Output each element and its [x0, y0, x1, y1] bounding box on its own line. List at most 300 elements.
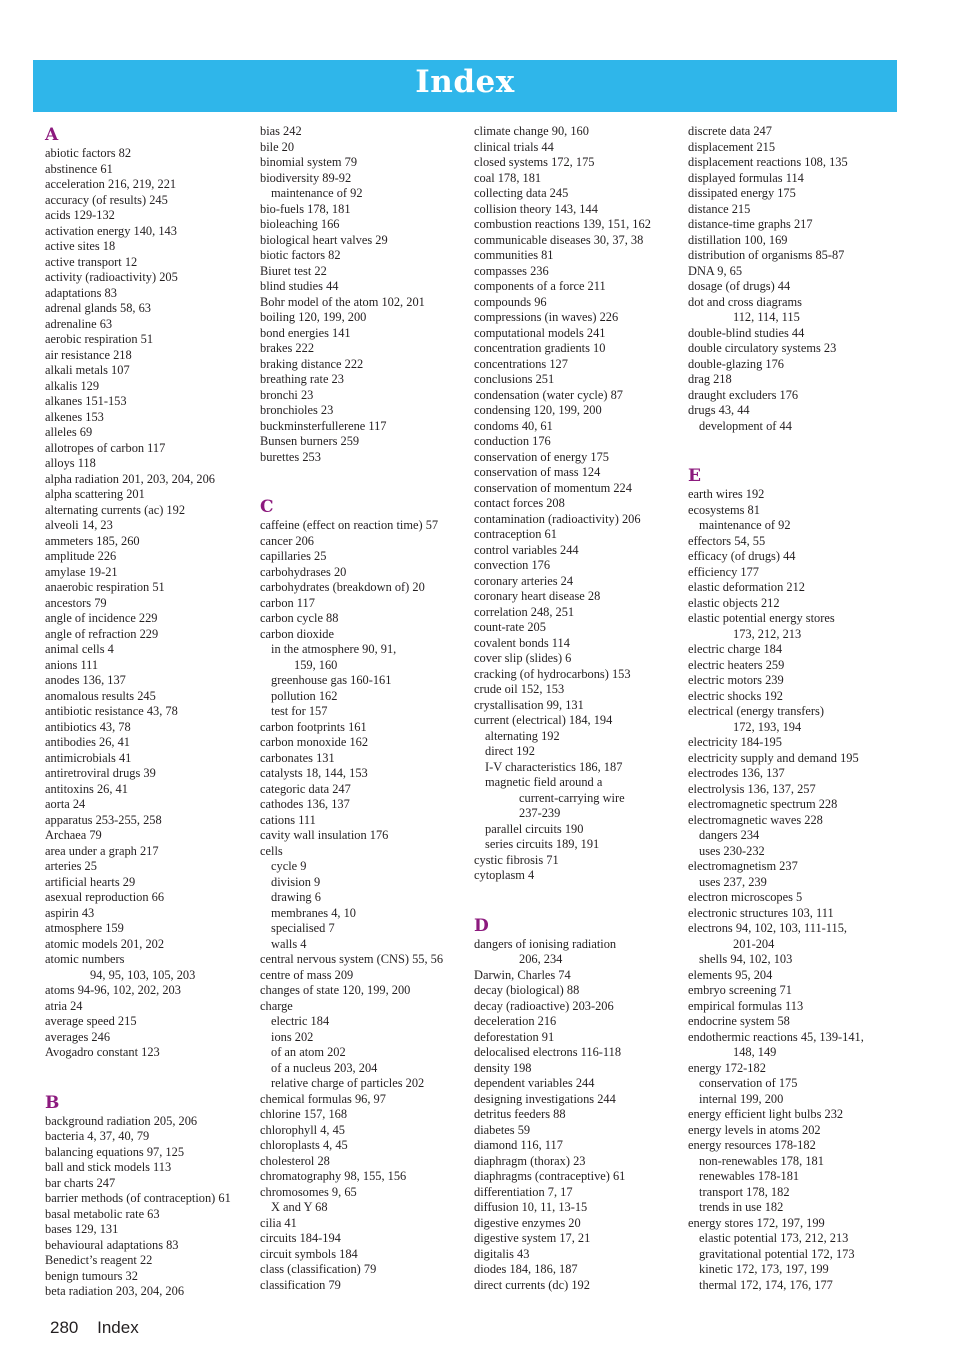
index-entry: classification 79 — [260, 1277, 341, 1292]
index-entry: categoric data 247 — [260, 781, 351, 796]
index-entry: diamond 116, 117 — [474, 1138, 563, 1152]
index-entry: electronic structures 103, 111 — [688, 905, 834, 920]
section-letter: A — [45, 125, 59, 145]
index-entry: carbonates 131 — [260, 750, 335, 765]
page-title: Index — [415, 64, 515, 100]
index-entry: balancing equations 97, 125 — [45, 1144, 185, 1159]
index-entry: elements 95, 204 — [688, 967, 773, 982]
index-entry: activation energy 140, 143 — [45, 223, 177, 238]
index-entry: biological heart valves 29 — [260, 232, 388, 247]
index-entry: asexual reproduction 66 — [45, 890, 165, 904]
index-entry: clinical trials 44 — [474, 139, 554, 154]
index-entry: elastic objects 212 — [688, 595, 780, 610]
index-entry: circuits 184-194 — [260, 1231, 341, 1245]
page-footer — [50, 1318, 153, 1338]
index-entry: double-blind studies 44 — [688, 325, 805, 340]
index-entry: distribution of organisms 85-87 — [688, 248, 845, 262]
index-entry: angle of refraction 229 — [45, 626, 159, 641]
index-entry: electromagnetism 237 — [688, 859, 798, 873]
index-subentry: development of 44 — [699, 418, 792, 433]
index-entry: energy levels in atoms 202 — [688, 1122, 821, 1137]
index-entry: biodiversity 89-92 — [260, 170, 352, 185]
index-entry: crystallisation 99, 131 — [474, 697, 584, 712]
index-column-1 — [45, 124, 253, 1300]
index-entry: bond energies 141 — [260, 325, 351, 340]
index-entry: endothermic reactions 45, 139-141, — [688, 1029, 864, 1044]
index-entry: communities 81 — [474, 248, 554, 262]
index-subentry: 173, 212, 213 — [733, 626, 802, 641]
index-entry: deceleration 216 — [474, 1014, 557, 1028]
index-entry: dot and cross diagrams — [688, 294, 802, 309]
index-entry: atoms 94-96, 102, 202, 203 — [45, 983, 181, 997]
index-entry: bar charts 247 — [45, 1175, 116, 1190]
section-letter: B — [45, 1092, 60, 1113]
index-subentry: walls 4 — [271, 936, 307, 951]
index-entry: anomalous results 245 — [45, 688, 156, 703]
index-subentry: gravitational potential 172, 173 — [699, 1246, 855, 1261]
index-subentry: 172, 193, 194 — [733, 719, 802, 734]
index-entry: artificial hearts 29 — [45, 874, 136, 889]
index-subentry: maintenance of 92 — [699, 518, 791, 532]
index-entry: draught excluders 176 — [688, 387, 799, 402]
index-entry: distance 215 — [688, 201, 751, 216]
index-entry: concentrations 127 — [474, 356, 568, 371]
index-entry: blind studies 44 — [260, 279, 339, 293]
index-entry: earth wires 192 — [688, 487, 765, 501]
index-subentry: relative charge of particles 202 — [271, 1076, 425, 1090]
index-subentry: alternating 192 — [485, 728, 560, 743]
index-entry: cytoplasm 4 — [474, 868, 535, 882]
index-subentry: of an atom 202 — [271, 1045, 346, 1059]
section-letter: D — [474, 915, 489, 936]
index-entry: Archaea 79 — [45, 828, 102, 842]
index-entry: average speed 215 — [45, 1014, 137, 1028]
index-entry: condoms 40, 61 — [474, 418, 553, 433]
index-entry: compounds 96 — [474, 294, 547, 309]
index-entry: braking distance 222 — [260, 356, 364, 371]
index-entry: chromatography 98, 155, 156 — [260, 1169, 407, 1183]
index-subentry: pollution 162 — [271, 688, 338, 703]
index-entry: distance-time graphs 217 — [688, 217, 813, 231]
index-entry: collision theory 143, 144 — [474, 201, 598, 216]
index-entry: Avogadro constant 123 — [45, 1045, 160, 1059]
index-entry: delocalised electrons 116-118 — [474, 1045, 622, 1059]
section-letter: E — [688, 466, 701, 486]
index-entry: electric charge 184 — [688, 642, 783, 656]
index-subentry: drawing 6 — [271, 890, 321, 904]
index-entry: cover slip (slides) 6 — [474, 651, 572, 665]
index-entry: background radiation 205, 206 — [45, 1113, 198, 1128]
index-subentry: of a nucleus 203, 204 — [271, 1060, 378, 1075]
index-entry: condensation (water cycle) 87 — [474, 387, 623, 402]
index-entry: angle of incidence 229 — [45, 611, 158, 625]
index-entry: chromosomes 9, 65 — [260, 1184, 357, 1199]
index-entry: communicable diseases 30, 37, 38 — [474, 232, 644, 247]
index-subentry: ions 202 — [271, 1029, 314, 1044]
index-subentry: conservation of 175 — [699, 1076, 798, 1090]
index-entry: breathing rate 23 — [260, 372, 344, 386]
index-entry: crude oil 152, 153 — [474, 682, 565, 696]
index-subentry: in the atmosphere 90, 91, — [271, 642, 397, 656]
index-entry: digestive system 17, 21 — [474, 1231, 591, 1245]
index-entry: acceleration 216, 219, 221 — [45, 177, 177, 191]
index-entry: alpha scattering 201 — [45, 487, 145, 501]
index-entry: density 198 — [474, 1060, 532, 1075]
spacer — [45, 1076, 253, 1092]
index-entry: electrodes 136, 137 — [688, 766, 785, 780]
index-entry: carbon monoxide 162 — [260, 735, 369, 749]
index-entry: aspirin 43 — [45, 905, 95, 920]
index-entry: adrenaline 63 — [45, 316, 113, 331]
index-entry: electromagnetic spectrum 228 — [688, 797, 838, 811]
index-subentry: 206, 234 — [519, 952, 563, 966]
index-entry: dangers of ionising radiation — [474, 936, 617, 951]
index-entry: count-rate 205 — [474, 620, 546, 634]
index-entry: atomic numbers — [45, 952, 125, 966]
footer-label: Index — [97, 1318, 139, 1337]
index-entry: atomic models 201, 202 — [45, 936, 165, 951]
index-subentry: thermal 172, 174, 176, 177 — [699, 1277, 833, 1292]
index-subentry: renewables 178-181 — [699, 1169, 800, 1183]
index-entry: diffusion 10, 11, 13-15 — [474, 1200, 588, 1214]
index-entry: dosage (of drugs) 44 — [688, 279, 791, 293]
index-entry: Biuret test 22 — [260, 263, 327, 278]
index-subentry: elastic potential 173, 212, 213 — [699, 1231, 849, 1245]
index-entry: condensing 120, 199, 200 — [474, 403, 602, 417]
index-entry: alkanes 151-153 — [45, 394, 127, 408]
index-entry: chloroplasts 4, 45 — [260, 1138, 348, 1152]
index-column-3 — [474, 124, 682, 1293]
index-subentry: dangers 234 — [699, 828, 760, 842]
index-entry: bases 129, 131 — [45, 1222, 119, 1236]
section-letter: C — [260, 497, 274, 517]
index-entry: aorta 24 — [45, 797, 86, 811]
index-entry: alkalis 129 — [45, 378, 100, 393]
index-subentry: cycle 9 — [271, 859, 307, 873]
index-entry: discrete data 247 — [688, 124, 772, 138]
index-subentry: parallel circuits 190 — [485, 821, 584, 836]
index-entry: class (classification) 79 — [260, 1262, 377, 1276]
index-entry: displayed formulas 114 — [688, 170, 804, 185]
index-entry: dissipated energy 175 — [688, 186, 796, 200]
index-entry: electricity supply and demand 195 — [688, 750, 859, 765]
index-entry: abstinence 61 — [45, 161, 113, 176]
index-entry: electrons 94, 102, 103, 111-115, — [688, 921, 847, 935]
index-subentry: series circuits 189, 191 — [485, 837, 600, 851]
index-banner — [33, 60, 897, 112]
index-entry: Benedict’s reagent 22 — [45, 1253, 153, 1267]
index-entry: cations 111 — [260, 812, 316, 827]
index-entry: antiretroviral drugs 39 — [45, 766, 156, 780]
index-entry: decay (biological) 88 — [474, 983, 580, 997]
index-entry: cavity wall insulation 176 — [260, 828, 389, 842]
index-entry: alkenes 153 — [45, 409, 104, 424]
index-entry: diabetes 59 — [474, 1122, 531, 1137]
index-entry: catalysts 18, 144, 153 — [260, 766, 368, 780]
index-entry: conclusions 251 — [474, 372, 555, 386]
index-entry: antibiotics 43, 78 — [45, 719, 131, 734]
index-subentry: X and Y 68 — [271, 1200, 328, 1214]
index-entry: dependent variables 244 — [474, 1076, 595, 1090]
index-entry: Bohr model of the atom 102, 201 — [260, 294, 425, 309]
index-entry: detritus feeders 88 — [474, 1107, 566, 1121]
index-entry: computational models 241 — [474, 325, 606, 340]
index-entry: arteries 25 — [45, 859, 97, 873]
index-entry: compressions (in waves) 226 — [474, 310, 619, 324]
index-entry: correlation 248, 251 — [474, 604, 575, 619]
index-subentry: greenhouse gas 160-161 — [271, 673, 392, 687]
index-entry: cancer 206 — [260, 533, 315, 548]
index-entry: amylase 19-21 — [45, 564, 118, 579]
spacer — [45, 1061, 253, 1077]
index-entry: double circulatory systems 23 — [688, 341, 837, 355]
index-entry: digestive enzymes 20 — [474, 1215, 581, 1230]
index-entry: active transport 12 — [45, 254, 138, 269]
index-entry: alloys 118 — [45, 456, 96, 470]
index-entry: antibodies 26, 41 — [45, 735, 131, 749]
index-subentry: 94, 95, 103, 105, 203 — [90, 967, 196, 982]
index-subentry: I-V characteristics 186, 187 — [485, 759, 623, 774]
index-subentry: kinetic 172, 173, 197, 199 — [699, 1262, 829, 1276]
index-entry: carbon dioxide — [260, 626, 334, 641]
index-entry: animal cells 4 — [45, 642, 114, 656]
index-entry: energy resources 178-182 — [688, 1138, 816, 1152]
index-entry: direct currents (dc) 192 — [474, 1277, 590, 1292]
index-entry: accuracy (of results) 245 — [45, 192, 168, 207]
index-entry: atria 24 — [45, 998, 83, 1013]
index-entry: coal 178, 181 — [474, 170, 542, 185]
index-entry: centre of mass 209 — [260, 967, 354, 982]
index-entry: carbon footprints 161 — [260, 719, 367, 734]
spacer — [474, 899, 682, 915]
index-entry: chlorophyll 4, 45 — [260, 1122, 346, 1137]
spacer — [688, 450, 896, 466]
index-entry: aerobic respiration 51 — [45, 332, 154, 346]
index-entry: decay (radioactive) 203-206 — [474, 998, 614, 1013]
index-subentry: trends in use 182 — [699, 1200, 784, 1214]
index-entry: anaerobic respiration 51 — [45, 580, 165, 594]
index-entry: bile 20 — [260, 139, 295, 154]
index-entry: activity (radioactivity) 205 — [45, 270, 178, 284]
index-entry: anodes 136, 137 — [45, 673, 126, 687]
index-entry: bronchi 23 — [260, 387, 314, 402]
index-entry: conservation of energy 175 — [474, 449, 609, 464]
index-entry: alpha radiation 201, 203, 204, 206 — [45, 471, 215, 486]
spacer — [260, 481, 468, 497]
index-entry: atmosphere 159 — [45, 921, 124, 935]
index-subentry: electric 184 — [271, 1014, 330, 1028]
index-entry: bias 242 — [260, 124, 302, 138]
index-entry: distillation 100, 169 — [688, 232, 788, 247]
index-entry: alleles 69 — [45, 425, 93, 439]
index-entry: bacteria 4, 37, 40, 79 — [45, 1129, 150, 1143]
index-entry: conduction 176 — [474, 434, 551, 448]
index-entry: circuit symbols 184 — [260, 1246, 358, 1261]
index-column-4 — [688, 124, 896, 1293]
index-entry: benign tumours 32 — [45, 1268, 138, 1283]
index-entry: concentration gradients 10 — [474, 341, 606, 355]
index-entry: changes of state 120, 199, 200 — [260, 983, 411, 997]
index-entry: energy 172-182 — [688, 1060, 766, 1075]
index-entry: ecosystems 81 — [688, 502, 760, 517]
index-entry: drugs 43, 44 — [688, 403, 750, 417]
index-entry: climate change 90, 160 — [474, 124, 589, 138]
index-subentry: 159, 160 — [294, 657, 338, 672]
index-entry: adaptations 83 — [45, 285, 117, 300]
index-entry: Darwin, Charles 74 — [474, 967, 571, 982]
index-entry: contraception 61 — [474, 527, 557, 541]
index-entry: carbon cycle 88 — [260, 611, 339, 625]
index-entry: electric shocks 192 — [688, 688, 783, 703]
index-entry: averages 246 — [45, 1029, 111, 1044]
index-subentry: specialised 7 — [271, 921, 335, 935]
spacer — [688, 434, 896, 450]
index-subentry: 201-204 — [733, 936, 775, 951]
page-number: 280 — [50, 1318, 79, 1337]
index-entry: components of a force 211 — [474, 279, 606, 293]
index-entry: cilia 41 — [260, 1215, 297, 1230]
index-entry: cells — [260, 843, 283, 858]
index-subentry: 112, 114, 115 — [733, 310, 800, 324]
index-entry: beta radiation 203, 204, 206 — [45, 1284, 185, 1298]
index-entry: coronary heart disease 28 — [474, 589, 601, 603]
index-subentry: 148, 149 — [733, 1045, 777, 1059]
index-entry: combustion reactions 139, 151, 162 — [474, 217, 651, 231]
index-entry: elastic deformation 212 — [688, 580, 805, 594]
index-entry: elastic potential energy stores — [688, 611, 835, 625]
index-entry: ammeters 185, 260 — [45, 533, 140, 548]
index-entry: double-glazing 176 — [688, 356, 785, 371]
index-entry: conservation of momentum 224 — [474, 480, 632, 495]
index-entry: charge — [260, 998, 293, 1013]
index-entry: diodes 184, 186, 187 — [474, 1262, 578, 1276]
index-subentry: uses 230-232 — [699, 843, 765, 858]
index-entry: electromagnetic waves 228 — [688, 812, 823, 827]
spacer — [260, 465, 468, 481]
index-subentry: membranes 4, 10 — [271, 905, 356, 920]
index-entry: electric motors 239 — [688, 673, 784, 687]
index-entry: displacement 215 — [688, 139, 776, 154]
spacer — [474, 884, 682, 900]
index-entry: adrenal glands 58, 63 — [45, 301, 151, 315]
index-entry: chlorine 157, 168 — [260, 1107, 348, 1121]
index-entry: effectors 54, 55 — [688, 533, 766, 548]
index-entry: anions 111 — [45, 657, 99, 672]
index-entry: efficacy (of drugs) 44 — [688, 549, 796, 563]
index-entry: endocrine system 58 — [688, 1014, 790, 1028]
index-entry: designing investigations 244 — [474, 1091, 616, 1106]
index-entry: apparatus 253-255, 258 — [45, 812, 162, 827]
index-column-2 — [260, 124, 468, 1293]
index-entry: alveoli 14, 23 — [45, 518, 113, 532]
index-entry: buckminsterfullerene 117 — [260, 418, 387, 433]
index-entry: closed systems 172, 175 — [474, 155, 595, 169]
index-entry: digitalis 43 — [474, 1246, 530, 1261]
index-entry: differentiation 7, 17 — [474, 1184, 573, 1199]
index-entry: cracking (of hydrocarbons) 153 — [474, 666, 631, 681]
index-subentry: shells 94, 102, 103 — [699, 952, 793, 966]
index-entry: coronary arteries 24 — [474, 573, 574, 588]
index-entry: biotic factors 82 — [260, 248, 341, 262]
index-entry: amplitude 226 — [45, 549, 117, 563]
index-subentry: direct 192 — [485, 744, 535, 758]
index-entry: ancestors 79 — [45, 595, 107, 610]
index-entry: electrolysis 136, 137, 257 — [688, 781, 816, 796]
index-entry: cystic fibrosis 71 — [474, 852, 559, 867]
index-entry: electrical (energy transfers) — [688, 704, 824, 718]
index-entry: electricity 184-195 — [688, 735, 782, 749]
index-entry: carbohydrases 20 — [260, 564, 347, 579]
index-subentry: division 9 — [271, 874, 321, 889]
index-entry: compasses 236 — [474, 263, 549, 278]
index-entry: DNA 9, 65 — [688, 263, 743, 278]
index-entry: bioleaching 166 — [260, 217, 340, 231]
index-entry: capillaries 25 — [260, 549, 327, 563]
index-subentry: current-carrying wire — [519, 790, 625, 805]
index-entry: central nervous system (CNS) 55, 56 — [260, 952, 444, 966]
index-entry: bronchioles 23 — [260, 403, 334, 417]
index-entry: convection 176 — [474, 558, 551, 572]
index-entry: air resistance 218 — [45, 347, 132, 362]
index-entry: covalent bonds 114 — [474, 635, 570, 650]
index-entry: deforestation 91 — [474, 1029, 555, 1044]
index-entry: antitoxins 26, 41 — [45, 781, 128, 796]
index-entry: caffeine (effect on reaction time) 57 — [260, 518, 439, 532]
index-entry: behavioural adaptations 83 — [45, 1237, 179, 1252]
index-entry: allotropes of carbon 117 — [45, 440, 166, 455]
index-subentry: internal 199, 200 — [699, 1091, 784, 1106]
index-entry: current (electrical) 184, 194 — [474, 713, 613, 727]
index-entry: displacement reactions 108, 135 — [688, 155, 848, 169]
index-entry: burettes 253 — [260, 449, 321, 464]
index-entry: electric heaters 259 — [688, 657, 785, 672]
index-entry: active sites 18 — [45, 239, 116, 253]
index-subentry: non-renewables 178, 181 — [699, 1153, 824, 1168]
index-entry: efficiency 177 — [688, 564, 759, 579]
index-subentry: magnetic field around a — [485, 775, 603, 789]
index-entry: basal metabolic rate 63 — [45, 1206, 160, 1221]
index-entry: alkali metals 107 — [45, 363, 130, 377]
index-entry: cathodes 136, 137 — [260, 797, 350, 811]
index-entry: embryo screening 71 — [688, 983, 792, 997]
index-entry: contact forces 208 — [474, 496, 565, 510]
index-entry: drag 218 — [688, 372, 732, 386]
index-entry: electron microscopes 5 — [688, 890, 803, 904]
index-entry: cholesterol 28 — [260, 1153, 330, 1168]
index-entry: barrier methods (of contraception) 61 — [45, 1191, 231, 1205]
index-entry: antibiotic resistance 43, 78 — [45, 704, 178, 718]
index-entry: alternating currents (ac) 192 — [45, 502, 186, 517]
index-subentry: 237-239 — [519, 806, 561, 820]
index-entry: carbohydrates (breakdown of) 20 — [260, 580, 425, 594]
index-entry: boiling 120, 199, 200 — [260, 310, 367, 324]
index-entry: antimicrobials 41 — [45, 750, 132, 765]
index-entry: ball and stick models 113 — [45, 1160, 172, 1174]
index-entry: carbon 117 — [260, 595, 315, 610]
index-entry: collecting data 245 — [474, 186, 569, 200]
index-subentry: maintenance of 92 — [271, 186, 363, 200]
index-entry: diaphragms (contraceptive) 61 — [474, 1169, 626, 1183]
index-subentry: transport 178, 182 — [699, 1184, 790, 1199]
index-entry: diaphragm (thorax) 23 — [474, 1153, 586, 1168]
index-entry: bio-fuels 178, 181 — [260, 201, 351, 216]
index-entry: brakes 222 — [260, 341, 315, 355]
index-entry: contamination (radioactivity) 206 — [474, 511, 641, 526]
index-entry: control variables 244 — [474, 542, 579, 557]
index-entry: energy efficient light bulbs 232 — [688, 1107, 844, 1121]
index-entry: Bunsen burners 259 — [260, 434, 360, 448]
index-entry: binomial system 79 — [260, 155, 358, 169]
